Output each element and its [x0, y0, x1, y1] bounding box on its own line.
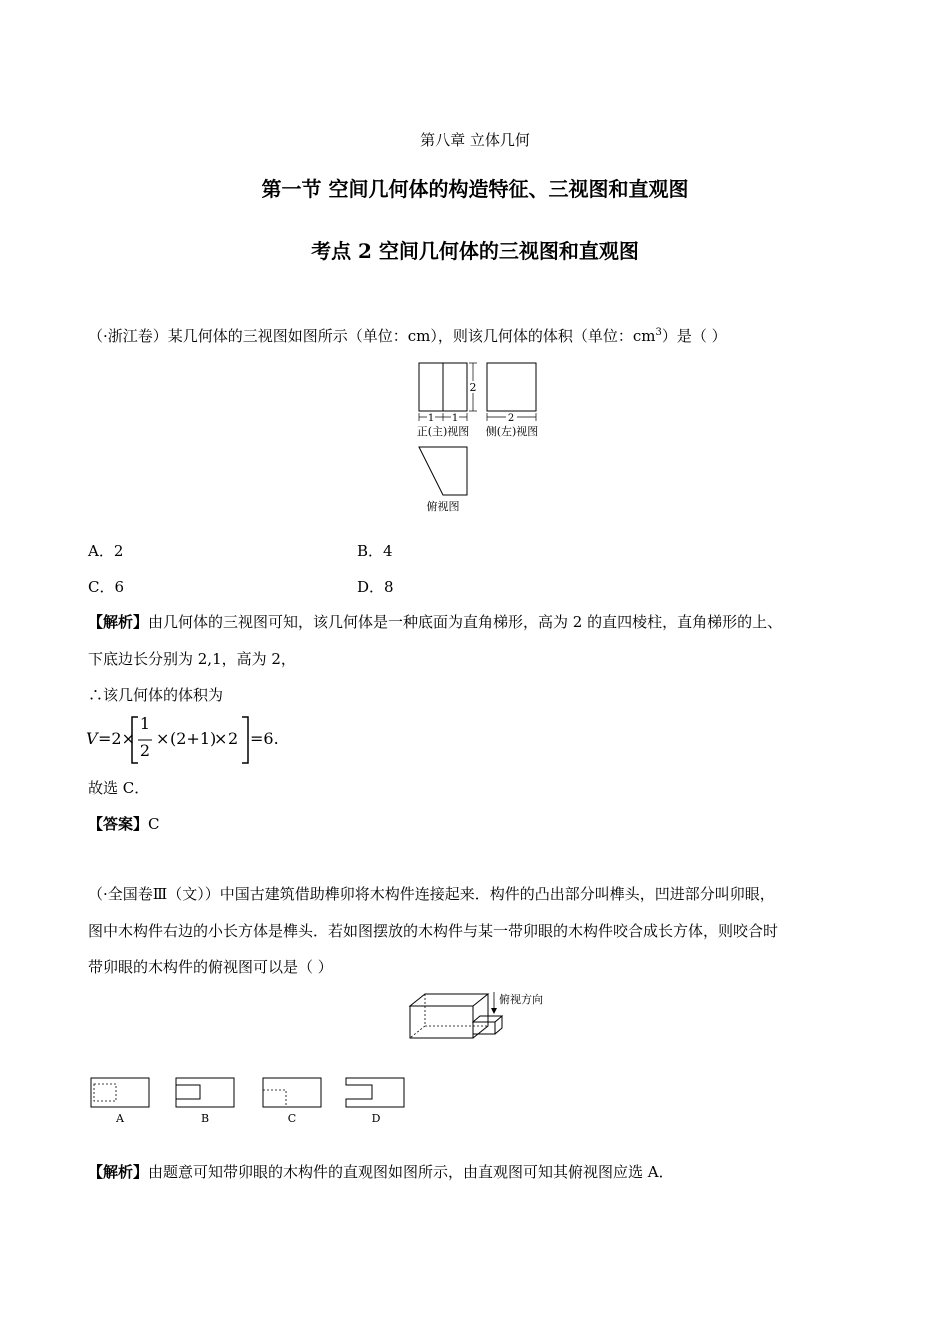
q1-analysis-line1 — [88, 611, 782, 633]
side-view — [486, 363, 539, 438]
q2-analysis-text: 由题意可知带卯眼的木构件的直观图如图所示，由直观图可知其俯视图应选 A． — [148, 1163, 674, 1181]
volume-formula — [86, 712, 306, 768]
formula-paren: (2+1) — [170, 729, 217, 748]
dim-2-side: 2 — [507, 413, 515, 424]
formula-two: 2 — [228, 729, 239, 748]
option-c: C．6 — [88, 578, 125, 596]
caption-side: 侧(左)视图 — [485, 425, 539, 438]
dim-1b: 1 — [451, 413, 459, 424]
q1-answer — [88, 813, 160, 835]
top-view — [419, 447, 467, 513]
formula-den: 2 — [139, 741, 151, 760]
choice-d-diagram — [346, 1078, 404, 1125]
view-direction-label: 俯视方向 — [499, 993, 543, 1006]
formula-eq-2x: =2× — [98, 729, 135, 748]
section-title: 第一节 空间几何体的构造特征、三视图和直观图 — [261, 177, 689, 201]
formula-v: V — [86, 729, 98, 748]
arrow-head-icon — [491, 1008, 497, 1014]
option-d: D．8 — [357, 578, 394, 596]
caption-front: 正(主)视图 — [416, 425, 470, 438]
q2-stem-line2: 图中木构件右边的小长方体是榫头．若如图摆放的木构件与某一带卯眼的木构件咬合成长方体，则咬合时 — [88, 922, 779, 940]
q2-analysis-tag: 【解析】 — [88, 1163, 149, 1181]
caption-top: 俯视图 — [426, 500, 460, 513]
q2-stem-line1: （·全国卷Ⅲ（文））中国古建筑借助榫卯将木构件连接起来．构件的凸出部分叫榫头，凹进部分叫卯眼， — [88, 885, 775, 903]
q1-analysis-line2: 下底边长分别为 2,1，高为 2， — [88, 650, 296, 668]
q1-stem-sup: 3 — [655, 327, 662, 338]
q1-analysis-text1: 由几何体的三视图可知，该几何体是一种底面为直角梯形，高为 2 的直四棱柱，直角梯形的上、 — [148, 613, 783, 631]
q1-stem — [88, 322, 727, 347]
right-bracket-icon — [240, 716, 250, 764]
formula-result: =6. — [250, 729, 279, 748]
choices-figure — [88, 1073, 408, 1128]
dim-1a: 1 — [427, 413, 435, 424]
chapter-title: 第八章 立体几何 — [420, 131, 530, 149]
formula-times1: × — [156, 729, 170, 748]
three-view-figure — [405, 355, 555, 520]
point-title: 考点 2 空间几何体的三视图和直观图 — [311, 239, 639, 263]
mortise-tenon-figure — [405, 988, 565, 1044]
q1-stem-b: ）是（ ） — [661, 327, 727, 345]
q2-analysis — [88, 1161, 674, 1183]
q1-answer-tag: 【答案】 — [88, 815, 149, 833]
q1-analysis-line3: ∴该几何体的体积为 — [88, 686, 224, 704]
q2-stem-line3: 带卯眼的木构件的俯视图可以是（ ） — [88, 958, 333, 976]
q1-analysis-tag: 【解析】 — [88, 613, 149, 631]
option-a: A．2 — [88, 542, 124, 560]
choice-c-diagram — [263, 1078, 321, 1125]
choice-c-label: C — [287, 1112, 297, 1125]
formula-times2: × — [214, 729, 228, 748]
q1-conclusion: 故选 C． — [88, 779, 150, 797]
q1-answer-value: C — [148, 815, 160, 833]
choice-b-label: B — [200, 1112, 210, 1125]
option-b: B．4 — [357, 542, 393, 560]
choice-d-label: D — [371, 1112, 381, 1125]
dim-2-vertical: 2 — [469, 381, 477, 394]
formula-num: 1 — [139, 714, 151, 733]
choice-a-label: A — [116, 1112, 124, 1125]
q1-stem-a: （·浙江卷）某几何体的三视图如图所示（单位：cm），则该几何体的体积（单位：cm — [88, 327, 656, 345]
choice-b-diagram — [176, 1078, 234, 1125]
front-view — [417, 363, 477, 438]
choice-a-diagram — [91, 1078, 149, 1125]
